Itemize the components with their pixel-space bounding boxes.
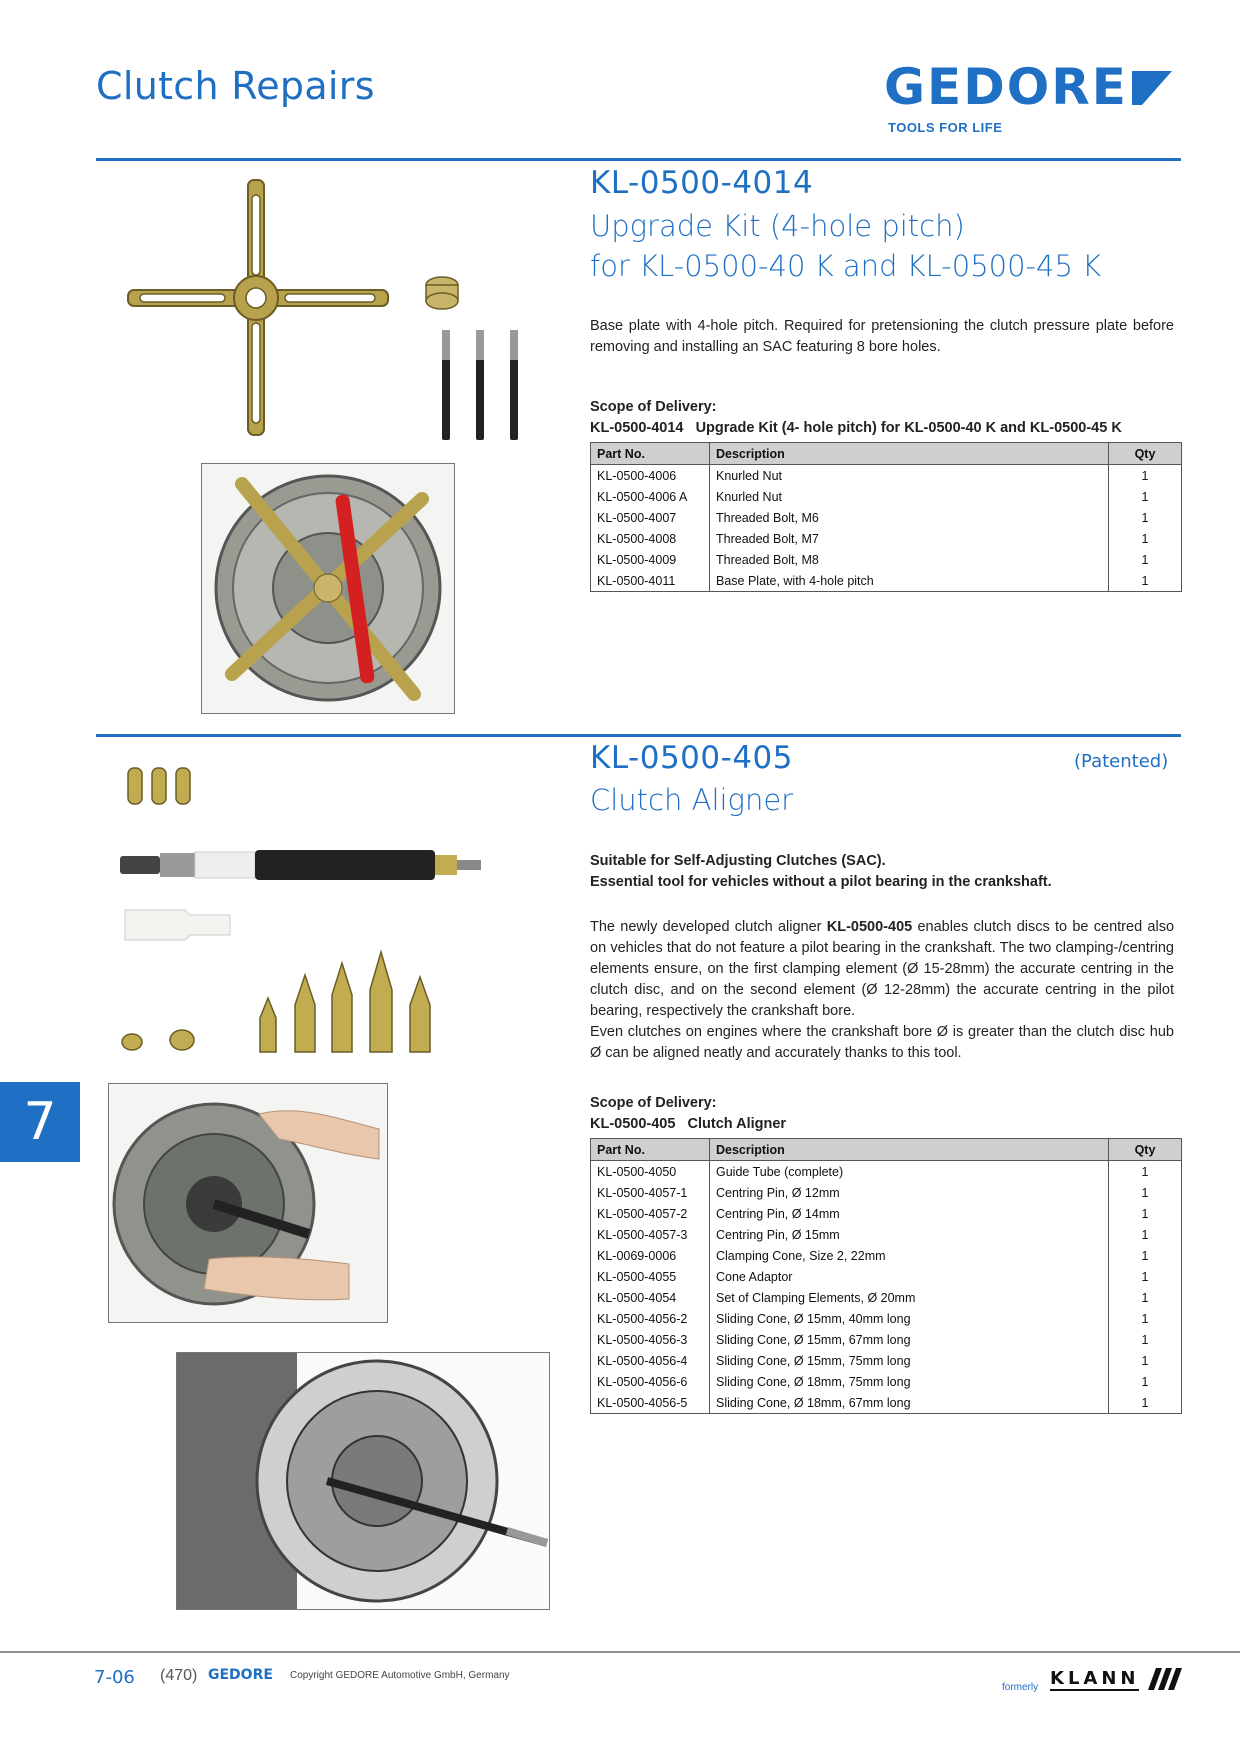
footer-divider (0, 1651, 1240, 1653)
description-cell: Set of Clamping Elements, Ø 20mm (710, 1287, 1109, 1308)
description-cell: Sliding Cone, Ø 15mm, 75mm long (710, 1350, 1109, 1371)
section-divider (96, 734, 1181, 737)
patented-label: (Patented) (1074, 751, 1169, 772)
part-no-cell: KL-0500-4056-5 (591, 1392, 710, 1414)
table-row (591, 1371, 1182, 1392)
page-title: Clutch Repairs (96, 64, 375, 108)
description-cell: Centring Pin, Ø 15mm (710, 1224, 1109, 1245)
description-cell: Threaded Bolt, M7 (710, 528, 1109, 549)
description-cell: Sliding Cone, Ø 18mm, 67mm long (710, 1392, 1109, 1414)
qty-cell: 1 (1109, 486, 1182, 507)
description-cell: Guide Tube (complete) (710, 1161, 1109, 1183)
table-row (591, 570, 1182, 592)
scope-heading: Scope of Delivery: (590, 399, 717, 415)
part-no-cell: KL-0500-4050 (591, 1161, 710, 1183)
page-number: 7-06 (94, 1667, 135, 1688)
desc-code: KL-0500-405 (826, 919, 913, 935)
clutch-aligner-cutaway-image (176, 1352, 550, 1610)
part-no-cell: KL-0500-4056-2 (591, 1308, 710, 1329)
desc-text: The newly developed clutch aligner (590, 919, 827, 935)
part-no-cell: KL-0500-4009 (591, 549, 710, 570)
description-cell: Sliding Cone, Ø 15mm, 40mm long (710, 1308, 1109, 1329)
product-code: KL-0500-405 (590, 740, 793, 776)
table-row (591, 1308, 1182, 1329)
col-qty: Qty (1109, 443, 1182, 465)
desc-paragraph: Even clutches on engines where the crankshaft bore Ø is greater than the clutch disc hub Ø can be aligned neatly and accurately thanks to this tool. (590, 1024, 1174, 1061)
part-no-cell: KL-0500-4008 (591, 528, 710, 549)
qty-cell: 1 (1109, 1308, 1182, 1329)
part-no-cell: KL-0500-4006 (591, 465, 710, 487)
table-row (591, 1266, 1182, 1287)
qty-cell: 1 (1109, 1329, 1182, 1350)
qty-cell: 1 (1109, 1266, 1182, 1287)
scope-heading: Scope of Delivery: (590, 1095, 717, 1111)
scope-line: KL-0500-4014 Upgrade Kit (4- hole pitch) for KL-0500-40 K and KL-0500-45 K (590, 420, 1122, 436)
lead-line: Essential tool for vehicles without a pilot bearing in the crankshaft. (590, 874, 1052, 890)
col-description: Description (710, 1139, 1109, 1161)
parts-table (590, 442, 1182, 592)
qty-cell: 1 (1109, 1287, 1182, 1308)
part-no-cell: KL-0500-4054 (591, 1287, 710, 1308)
part-no-cell: KL-0500-4057-3 (591, 1224, 710, 1245)
qty-cell: 1 (1109, 1224, 1182, 1245)
chapter-tab: 7 (0, 1082, 80, 1162)
product-description: Base plate with 4-hole pitch. Required for pretensioning the clutch pressure plate before removing and installing an SAC featuring 8 bore holes. (590, 318, 1174, 355)
description-cell: Threaded Bolt, M6 (710, 507, 1109, 528)
footer-gedore-logo: GEDORE (208, 1667, 273, 1683)
description-cell: Threaded Bolt, M8 (710, 549, 1109, 570)
section-divider (96, 158, 1181, 161)
description-cell: Sliding Cone, Ø 18mm, 75mm long (710, 1371, 1109, 1392)
upgrade-kit-product-image (120, 175, 540, 445)
col-description: Description (710, 443, 1109, 465)
table-row (591, 1350, 1182, 1371)
lead-line: Suitable for Self-Adjusting Clutches (SAC). (590, 853, 886, 869)
description-cell: Centring Pin, Ø 12mm (710, 1182, 1109, 1203)
table-row (591, 1245, 1182, 1266)
qty-cell: 1 (1109, 1203, 1182, 1224)
table-row (591, 528, 1182, 549)
part-no-cell: KL-0500-4055 (591, 1266, 710, 1287)
table-row (591, 465, 1182, 487)
qty-cell: 1 (1109, 528, 1182, 549)
part-no-cell: KL-0500-4011 (591, 570, 710, 592)
part-no-cell: KL-0500-4006 A (591, 486, 710, 507)
part-no-cell: KL-0500-4007 (591, 507, 710, 528)
table-row (591, 1224, 1182, 1245)
clutch-aligner-product-image (120, 760, 540, 1060)
copyright: Copyright GEDORE Automotive GmbH, Germany (290, 1670, 510, 1681)
part-no-cell: KL-0069-0006 (591, 1245, 710, 1266)
logo-tagline: TOOLS FOR LIFE (888, 120, 1003, 135)
desc-text: enables clutch discs to be centred also on vehicles that do not feature a pilot bearing in the crankshaft. The two clamping-/centring elements ensure, on the first clamping element (Ø 15-28mm) the accurate centring in the clutch disc, and on the second element (Ø 12-28mm) the accurate centring in the pilot bearing, respectively the crankshaft bore. (590, 919, 1175, 1019)
upgrade-kit-installed-image (201, 463, 455, 714)
clutch-aligner-hands-image (108, 1083, 388, 1323)
parts-table (590, 1138, 1182, 1414)
formerly-label: formerly (1002, 1682, 1039, 1693)
qty-cell: 1 (1109, 1182, 1182, 1203)
klann-logo: KLANN (1050, 1668, 1140, 1689)
table-row (591, 507, 1182, 528)
logo-wedge-icon (1132, 67, 1172, 107)
description-cell: Sliding Cone, Ø 15mm, 67mm long (710, 1329, 1109, 1350)
scope-line: KL-0500-405 Clutch Aligner (590, 1116, 787, 1132)
product-subtitle: Upgrade Kit (4-hole pitch) (590, 209, 965, 243)
table-row (591, 1203, 1182, 1224)
qty-cell: 1 (1109, 1245, 1182, 1266)
part-no-cell: KL-0500-4056-4 (591, 1350, 710, 1371)
product-code: KL-0500-4014 (590, 165, 814, 201)
part-no-cell: KL-0500-4057-1 (591, 1182, 710, 1203)
description-cell: Centring Pin, Ø 14mm (710, 1203, 1109, 1224)
col-part-no: Part No. (591, 443, 710, 465)
qty-cell: 1 (1109, 1371, 1182, 1392)
table-row (591, 486, 1182, 507)
qty-cell: 1 (1109, 1392, 1182, 1414)
product-subtitle: for KL-0500-40 K and KL-0500-45 K (590, 249, 1102, 283)
part-no-cell: KL-0500-4057-2 (591, 1203, 710, 1224)
logo-wordmark: GEDORE (884, 58, 1128, 116)
qty-cell: 1 (1109, 1161, 1182, 1183)
table-row (591, 549, 1182, 570)
catalog-page-number: (470) (160, 1667, 198, 1684)
gedore-logo (884, 58, 1184, 142)
part-no-cell: KL-0500-4056-6 (591, 1371, 710, 1392)
qty-cell: 1 (1109, 1350, 1182, 1371)
product-description (590, 917, 1174, 1064)
qty-cell: 1 (1109, 507, 1182, 528)
product-subtitle: Clutch Aligner (590, 783, 794, 817)
table-row (591, 1329, 1182, 1350)
description-cell: Base Plate, with 4-hole pitch (710, 570, 1109, 592)
table-row (591, 1161, 1182, 1183)
qty-cell: 1 (1109, 549, 1182, 570)
klann-slashes-icon (1148, 1668, 1182, 1690)
description-cell: Knurled Nut (710, 465, 1109, 487)
table-row (591, 1287, 1182, 1308)
table-row (591, 1392, 1182, 1414)
description-cell: Cone Adaptor (710, 1266, 1109, 1287)
description-cell: Knurled Nut (710, 486, 1109, 507)
col-part-no: Part No. (591, 1139, 710, 1161)
part-no-cell: KL-0500-4056-3 (591, 1329, 710, 1350)
col-qty: Qty (1109, 1139, 1182, 1161)
qty-cell: 1 (1109, 570, 1182, 592)
table-row (591, 1182, 1182, 1203)
qty-cell: 1 (1109, 465, 1182, 487)
description-cell: Clamping Cone, Size 2, 22mm (710, 1245, 1109, 1266)
